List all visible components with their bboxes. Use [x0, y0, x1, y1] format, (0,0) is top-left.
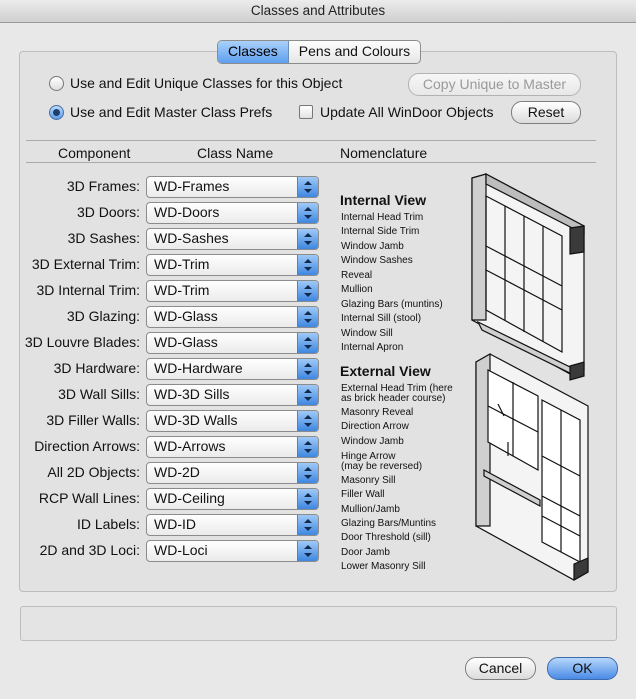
external-label: Filler Wall — [341, 489, 385, 500]
update-all-windoor-checkbox[interactable] — [299, 105, 313, 119]
internal-label: Reveal — [341, 270, 373, 281]
external-label: External Head Trim (here — [341, 383, 453, 394]
row-label-all-2d-objects: All 2D Objects: — [47, 464, 140, 480]
class-value: WD-ID — [154, 516, 196, 532]
class-value: WD-Frames — [154, 178, 230, 194]
row-label-3d-external-trim: 3D External Trim: — [31, 256, 140, 272]
class-value: WD-Sashes — [154, 230, 229, 246]
internal-label: Internal Apron — [341, 342, 404, 353]
unique-classes-label: Use and Edit Unique Classes for this Object — [70, 75, 343, 91]
row-label-direction-arrows: Direction Arrows: — [34, 438, 140, 454]
update-all-windoor-label: Update All WinDoor Objects — [320, 104, 494, 120]
class-popup-3d-hardware[interactable] — [146, 358, 319, 380]
class-popup-3d-glazing[interactable] — [146, 306, 319, 328]
external-label: Mullion/Jamb — [341, 504, 400, 515]
popup-arrows-icon — [297, 411, 318, 431]
popup-arrows-icon — [297, 255, 318, 275]
header-bottom-separator — [26, 162, 596, 163]
popup-arrows-icon — [297, 489, 318, 509]
master-classes-option[interactable] — [49, 104, 272, 120]
class-popup-direction-arrows[interactable] — [146, 436, 319, 458]
title-bar — [0, 0, 636, 23]
update-all-windoor-option[interactable] — [299, 104, 494, 120]
external-label: Direction Arrow — [341, 421, 409, 432]
class-popup-id-labels[interactable] — [146, 514, 319, 536]
external-label: as brick header course) — [341, 393, 446, 404]
class-value: WD-Loci — [154, 542, 208, 558]
popup-arrows-icon — [297, 229, 318, 249]
popup-arrows-icon — [297, 541, 318, 561]
popup-arrows-icon — [297, 385, 318, 405]
popup-arrows-icon — [297, 463, 318, 483]
class-value: WD-Glass — [154, 334, 218, 350]
row-label-3d-sashes: 3D Sashes: — [67, 230, 140, 246]
class-popup-3d-filler-walls[interactable] — [146, 410, 319, 432]
class-popup-3d-doors[interactable] — [146, 202, 319, 224]
copy-unique-to-master-button[interactable]: Copy Unique to Master — [408, 73, 581, 96]
class-value: WD-3D Walls — [154, 412, 238, 428]
row-label-3d-louvre-blades: 3D Louvre Blades: — [24, 334, 140, 350]
internal-label: Glazing Bars (muntins) — [341, 299, 443, 310]
class-popup-all-2d-objects[interactable] — [146, 462, 319, 484]
class-value: WD-3D Sills — [154, 386, 230, 402]
external-label: Door Jamb — [341, 547, 390, 558]
status-area — [20, 606, 617, 641]
tab-classes[interactable]: Classes — [218, 41, 289, 63]
class-value: WD-Arrows — [154, 438, 226, 454]
external-label: Window Jamb — [341, 436, 404, 447]
internal-label: Internal Head Trim — [341, 212, 424, 223]
external-label: Door Threshold (sill) — [341, 532, 431, 543]
row-label-3d-doors: 3D Doors: — [76, 204, 140, 220]
row-label-3d-wall-sills: 3D Wall Sills: — [58, 386, 140, 402]
row-label-3d-frames: 3D Frames: — [66, 178, 140, 194]
class-value: WD-2D — [154, 464, 200, 480]
reset-button[interactable]: Reset — [511, 101, 581, 124]
class-value: WD-Trim — [154, 256, 210, 272]
row-label-rcp-wall-lines: RCP Wall Lines: — [38, 490, 140, 506]
popup-arrows-icon — [297, 307, 318, 327]
popup-arrows-icon — [297, 333, 318, 353]
external-label: Hinge Arrow — [341, 451, 396, 462]
ok-button[interactable]: OK — [547, 657, 618, 680]
external-label: Masonry Reveal — [341, 407, 414, 418]
external-label: (may be reversed) — [341, 461, 423, 472]
header-top-separator — [26, 140, 596, 141]
popup-arrows-icon — [297, 203, 318, 223]
internal-label: Window Sashes — [341, 255, 413, 266]
tab-pens-and-colours[interactable]: Pens and Colours — [298, 43, 411, 59]
class-popup-3d-sashes[interactable] — [146, 228, 319, 250]
class-popup-3d-external-trim[interactable] — [146, 254, 319, 276]
class-value: WD-Glass — [154, 308, 218, 324]
internal-view-title: Internal View — [340, 192, 427, 208]
window-title: Classes and Attributes — [250, 3, 386, 18]
unique-classes-option[interactable] — [49, 75, 342, 91]
class-popup-3d-louvre-blades[interactable] — [146, 332, 319, 354]
class-popup-rcp-wall-lines[interactable] — [146, 488, 319, 510]
class-value: WD-Doors — [154, 204, 220, 220]
popup-arrows-icon — [297, 437, 318, 457]
popup-arrows-icon — [297, 359, 318, 379]
external-view-title: External View — [340, 363, 431, 379]
row-label-3d-filler-walls: 3D Filler Walls: — [46, 412, 140, 428]
class-popup-3d-frames[interactable] — [146, 176, 319, 198]
row-label-id-labels: ID Labels: — [76, 516, 140, 532]
unique-classes-radio[interactable] — [49, 76, 64, 91]
class-value: WD-Trim — [154, 282, 210, 298]
row-label-3d-glazing: 3D Glazing: — [66, 308, 140, 324]
internal-label: Mullion — [341, 284, 373, 295]
class-popup-3d-wall-sills[interactable] — [146, 384, 319, 406]
column-header-nomenclature: Nomenclature — [340, 145, 428, 161]
internal-label: Internal Side Trim — [341, 226, 420, 237]
popup-arrows-icon — [297, 515, 318, 535]
class-popup-2d-and-3d-loci[interactable] — [146, 540, 319, 562]
master-classes-label: Use and Edit Master Class Prefs — [70, 104, 273, 120]
master-classes-radio[interactable] — [49, 105, 64, 120]
popup-arrows-icon — [297, 177, 318, 197]
internal-label: Internal Sill (stool) — [341, 313, 422, 324]
column-header-class-name: Class Name — [197, 145, 274, 161]
external-label: Masonry Sill — [341, 475, 396, 486]
nomenclature-diagram — [336, 170, 596, 585]
internal-label: Window Jamb — [341, 241, 404, 252]
external-label: Glazing Bars/Muntins — [341, 518, 437, 529]
column-header-component: Component — [58, 145, 131, 161]
class-value: WD-Hardware — [154, 360, 243, 376]
cancel-button[interactable]: Cancel — [465, 657, 536, 680]
tab-bar — [217, 40, 421, 64]
external-label: Lower Masonry Sill — [341, 561, 426, 572]
row-label-2d-and-3d-loci: 2D and 3D Loci: — [39, 542, 140, 558]
row-label-3d-internal-trim: 3D Internal Trim: — [36, 282, 140, 298]
row-label-3d-hardware: 3D Hardware: — [53, 360, 140, 376]
class-value: WD-Ceiling — [154, 490, 225, 506]
internal-label: Window Sill — [341, 328, 393, 339]
class-popup-3d-internal-trim[interactable] — [146, 280, 319, 302]
popup-arrows-icon — [297, 281, 318, 301]
